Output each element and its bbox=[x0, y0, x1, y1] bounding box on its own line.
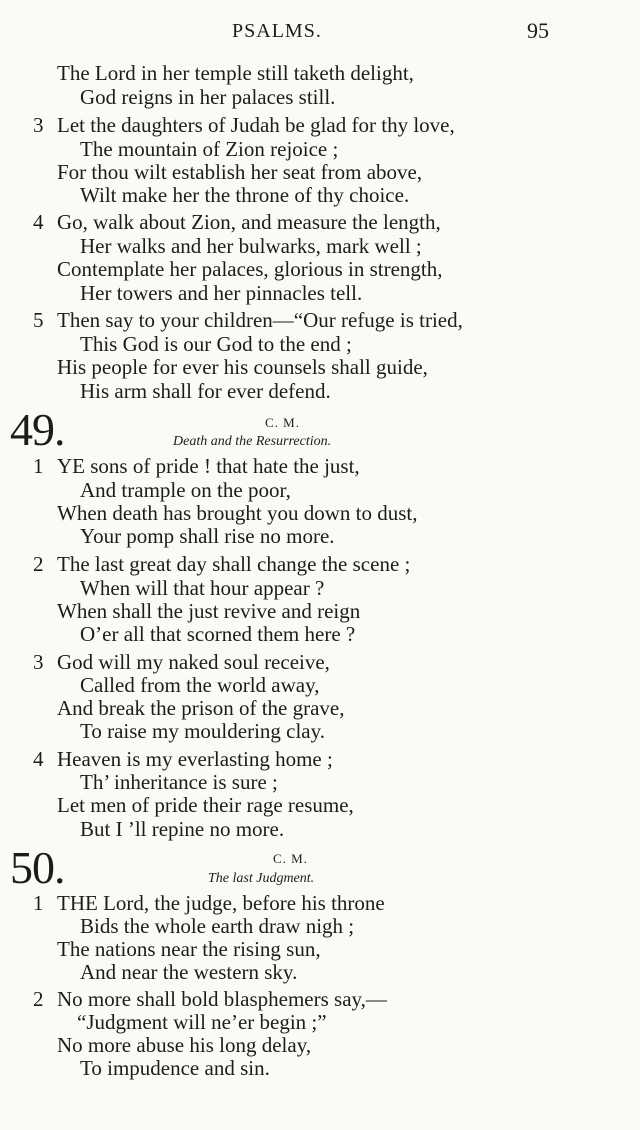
verse-line: Let the daughters of Judah be glad for thy love, bbox=[57, 113, 455, 137]
verse-line: No more shall bold blasphemers say,— bbox=[57, 987, 387, 1011]
verse-line: When death has brought you down to dust, bbox=[57, 501, 418, 525]
verse-line: Her walks and her bulwarks, mark well ; bbox=[80, 234, 422, 258]
verse-line: And break the prison of the grave, bbox=[57, 696, 345, 720]
verse-line: His arm shall for ever defend. bbox=[80, 379, 331, 403]
verse-line: O’er all that scorned them here ? bbox=[80, 622, 356, 646]
page-header bbox=[0, 18, 640, 48]
hymn-number: 49. bbox=[10, 404, 65, 455]
verse-line: For thou wilt establish her seat from above, bbox=[57, 160, 423, 184]
hymn-subject: Death and the Resurrection. bbox=[173, 434, 332, 449]
verse-line: When will that hour appear ? bbox=[80, 576, 325, 600]
running-title: PSALMS. bbox=[232, 20, 322, 42]
verse-line: Your pomp shall rise no more. bbox=[80, 524, 335, 548]
verse-line: “Judgment will ne’er begin ;” bbox=[77, 1010, 327, 1034]
verse-line: Then say to your children—“Our refuge is tried, bbox=[57, 308, 463, 332]
verse-line: Bids the whole earth draw nigh ; bbox=[80, 914, 355, 938]
verse-line: But I ’ll repine no more. bbox=[80, 817, 285, 841]
verse-line: No more abuse his long delay, bbox=[57, 1033, 312, 1057]
verse-line: Let men of pride their rage resume, bbox=[57, 793, 354, 817]
verse-line: When shall the just revive and reign bbox=[57, 599, 361, 623]
stanza-number: 4 bbox=[33, 747, 44, 771]
verse-line: To raise my mouldering clay. bbox=[80, 719, 326, 743]
verse-line: And near the western sky. bbox=[80, 960, 298, 984]
verse-line: THE Lord, the judge, before his throne bbox=[57, 891, 385, 915]
stanza-number: 4 bbox=[33, 210, 44, 234]
stanza-number: 2 bbox=[33, 552, 44, 576]
verse-line: The mountain of Zion rejoice ; bbox=[80, 137, 339, 161]
verse-line: And trample on the poor, bbox=[80, 478, 291, 502]
stanza-number: 5 bbox=[33, 308, 44, 332]
verse-line: Go, walk about Zion, and measure the length, bbox=[57, 210, 441, 234]
stanza-number: 1 bbox=[33, 891, 44, 915]
stanza-number: 2 bbox=[33, 987, 44, 1011]
stanza-number: 3 bbox=[33, 113, 44, 137]
verse-line: The nations near the rising sun, bbox=[57, 937, 321, 961]
verse-line: Th’ inheritance is sure ; bbox=[80, 770, 278, 794]
verse-line: YE sons of pride ! that hate the just, bbox=[57, 454, 360, 478]
verse-line: Wilt make her the throne of thy choice. bbox=[80, 183, 410, 207]
verse-line: His people for ever his counsels shall guide, bbox=[57, 355, 428, 379]
verse-line: God will my naked soul receive, bbox=[57, 650, 330, 674]
verse-line: Heaven is my everlasting home ; bbox=[57, 747, 333, 771]
stanza-number: 1 bbox=[33, 454, 44, 478]
verse-line: God reigns in her palaces still. bbox=[80, 85, 336, 109]
verse-line: Called from the world away, bbox=[80, 673, 320, 697]
verse-line: Her towers and her pinnacles tell. bbox=[80, 281, 363, 305]
hymn-meter: C. M. bbox=[265, 415, 300, 430]
hymn-subject: The last Judgment. bbox=[208, 871, 315, 886]
verse-line: To impudence and sin. bbox=[80, 1056, 270, 1080]
hymn-meter: C. M. bbox=[273, 851, 308, 866]
hymn-number: 50. bbox=[10, 842, 65, 893]
verse-line: This God is our God to the end ; bbox=[80, 332, 352, 356]
verse-line: Contemplate her palaces, glorious in strength, bbox=[57, 257, 443, 281]
page-number: 95 bbox=[527, 18, 549, 43]
stanza-number: 3 bbox=[33, 650, 44, 674]
verse-line: The Lord in her temple still taketh delight, bbox=[57, 61, 414, 85]
verse-line: The last great day shall change the scene ; bbox=[57, 552, 411, 576]
